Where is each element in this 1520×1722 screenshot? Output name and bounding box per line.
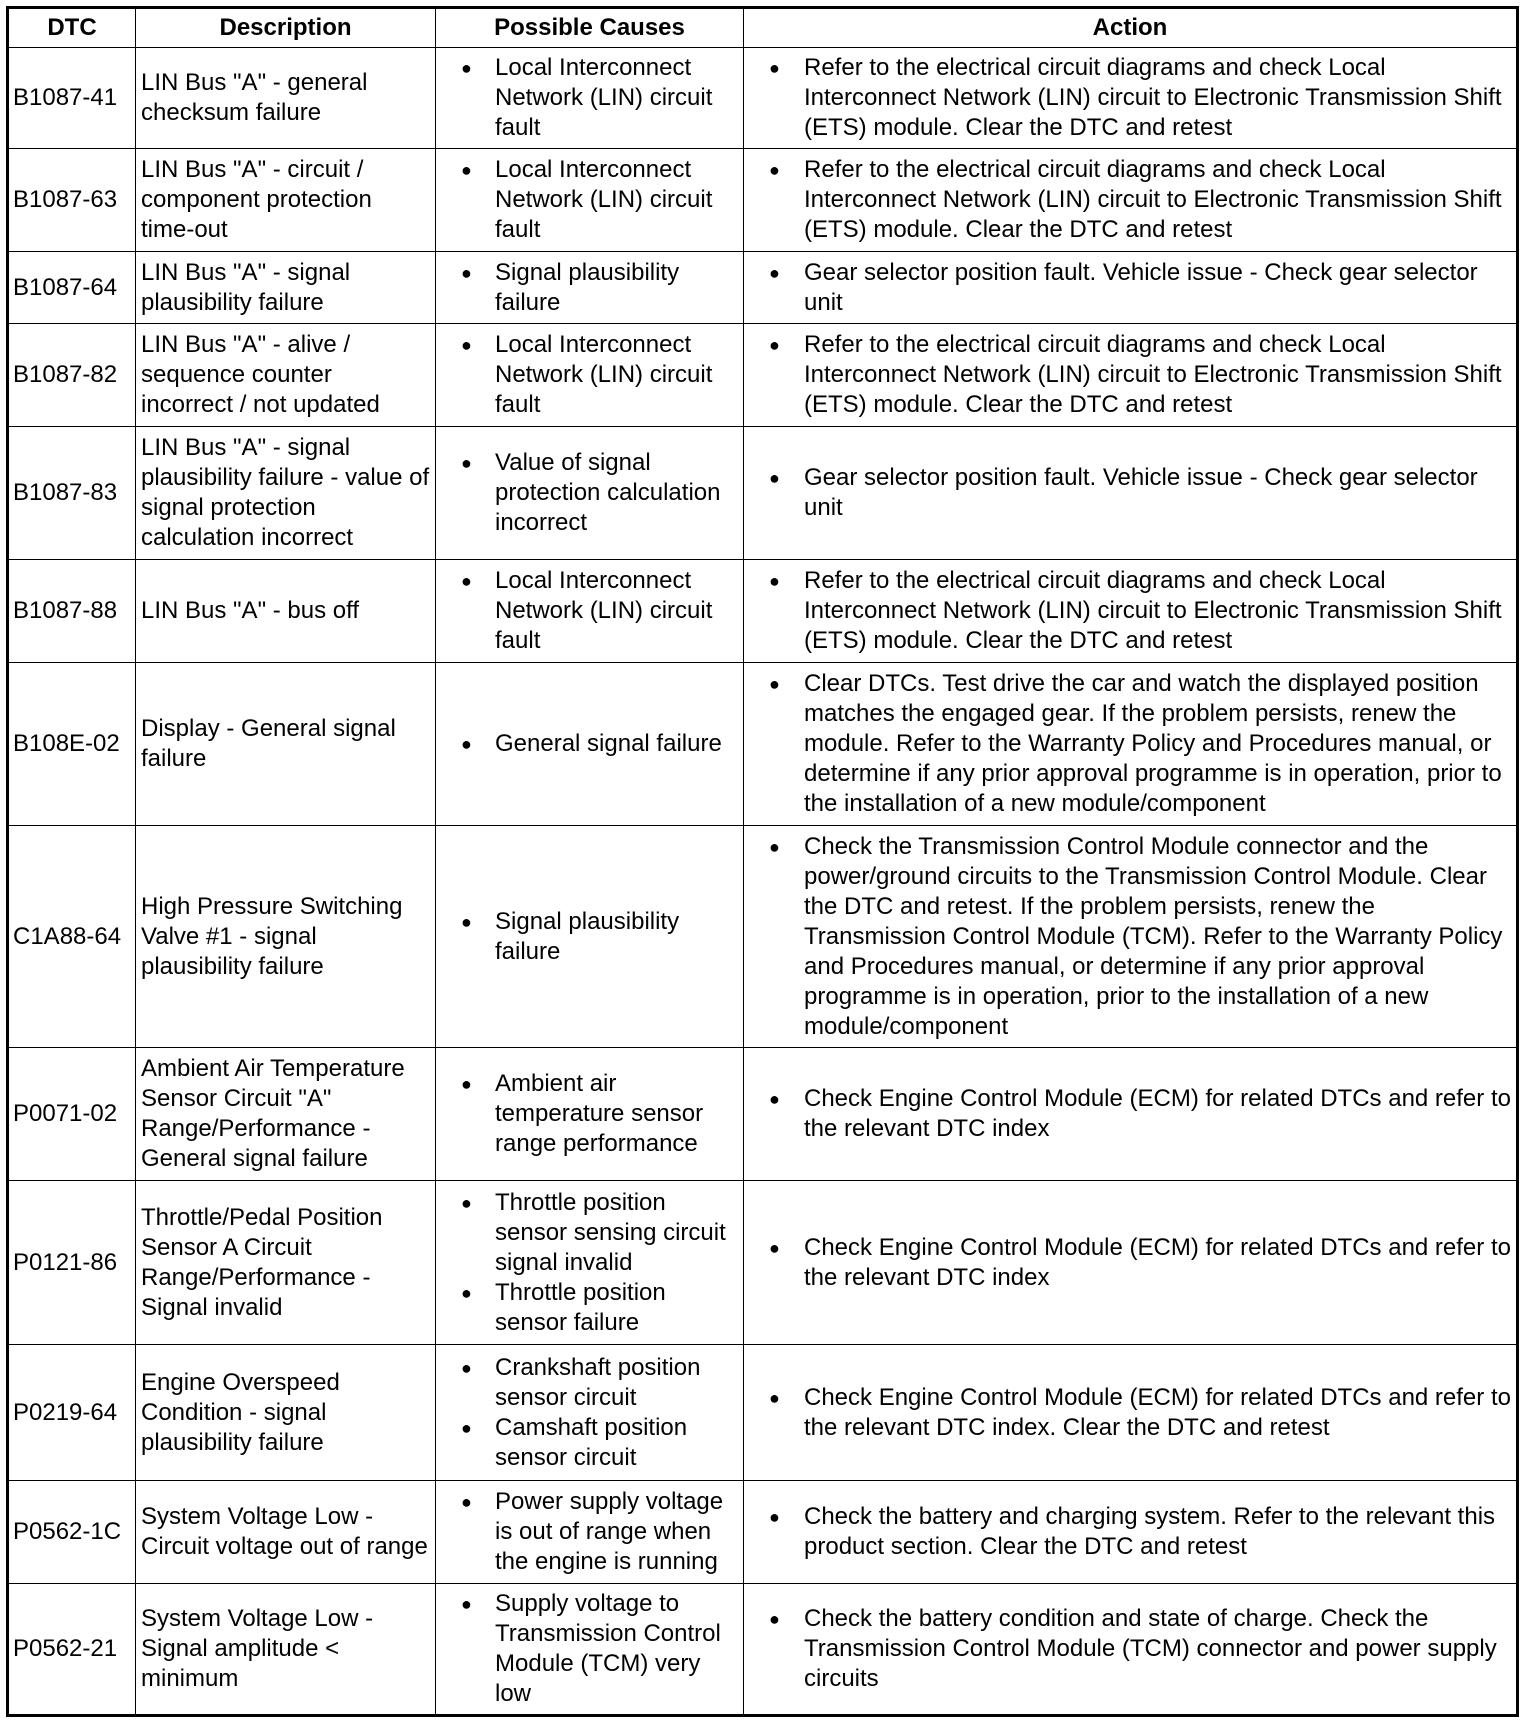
causes-cell bbox=[436, 1181, 744, 1345]
causes-cell bbox=[436, 252, 744, 324]
table-row bbox=[8, 663, 1518, 826]
description-cell: LIN Bus "A" - circuit / component protection time-out bbox=[136, 149, 436, 252]
dtc-code: P0219-64 bbox=[8, 1345, 136, 1481]
dtc-code: P0121-86 bbox=[8, 1181, 136, 1345]
action-cell bbox=[744, 560, 1518, 663]
table-row bbox=[8, 826, 1518, 1048]
description-cell: High Pressure Switching Valve #1 - signal plausibility failure bbox=[136, 826, 436, 1048]
causes-cell bbox=[436, 560, 744, 663]
causes-cell bbox=[436, 663, 744, 826]
action-item: ● Refer to the electrical circuit diagrams and check Local Interconnect Network (LIN) circuit to Electronic Transmission Shift (ETS) module. Clear the DTC and retest bbox=[749, 155, 1511, 245]
action-cell bbox=[744, 1584, 1518, 1716]
cause-item: ● Value of signal protection calculation incorrect bbox=[441, 448, 738, 538]
table-row bbox=[8, 560, 1518, 663]
table-row bbox=[8, 324, 1518, 427]
description-cell: System Voltage Low - Circuit voltage out of range bbox=[136, 1481, 436, 1584]
cause-item: ● Throttle position sensor failure bbox=[441, 1278, 738, 1338]
dtc-code: B1087-88 bbox=[8, 560, 136, 663]
dtc-code: B108E-02 bbox=[8, 663, 136, 826]
dtc-code: B1087-63 bbox=[8, 149, 136, 252]
action-cell bbox=[744, 149, 1518, 252]
cause-item: ● Local Interconnect Network (LIN) circuit fault bbox=[441, 155, 738, 245]
description-cell: LIN Bus "A" - bus off bbox=[136, 560, 436, 663]
dtc-code: B1087-41 bbox=[8, 48, 136, 149]
action-cell bbox=[744, 252, 1518, 324]
description-cell: LIN Bus "A" - signal plausibility failure bbox=[136, 252, 436, 324]
action-cell bbox=[744, 1481, 1518, 1584]
action-cell bbox=[744, 663, 1518, 826]
dtc-code: P0562-21 bbox=[8, 1584, 136, 1716]
causes-cell bbox=[436, 48, 744, 149]
causes-cell bbox=[436, 1584, 744, 1716]
cause-item: ● Throttle position sensor sensing circuit signal invalid bbox=[441, 1188, 738, 1278]
description-cell: Engine Overspeed Condition - signal plausibility failure bbox=[136, 1345, 436, 1481]
description-cell: System Voltage Low - Signal amplitude < minimum bbox=[136, 1584, 436, 1716]
causes-cell bbox=[436, 324, 744, 427]
dtc-code: B1087-64 bbox=[8, 252, 136, 324]
header-action: Action bbox=[744, 8, 1518, 48]
action-item: ● Clear DTCs. Test drive the car and watch the displayed position matches the engaged gear. If the problem persists, renew the module. Refer to the Warranty Policy and Procedures manual, or determine if any prior approval programme is in operation, prior to the installation of a new module/component bbox=[749, 669, 1511, 819]
action-cell bbox=[744, 1181, 1518, 1345]
cause-item: ● Supply voltage to Transmission Control Module (TCM) very low bbox=[441, 1589, 738, 1709]
action-item: ● Check the battery condition and state of charge. Check the Transmission Control Module (TCM) connector and power supply circuits bbox=[749, 1604, 1511, 1694]
cause-item: ● Crankshaft position sensor circuit bbox=[441, 1353, 738, 1413]
cause-item: ● Ambient air temperature sensor range performance bbox=[441, 1069, 738, 1159]
cause-item: ● Power supply voltage is out of range when the engine is running bbox=[441, 1487, 738, 1577]
table-row bbox=[8, 149, 1518, 252]
causes-cell bbox=[436, 1048, 744, 1181]
action-item: ● Refer to the electrical circuit diagrams and check Local Interconnect Network (LIN) circuit to Electronic Transmission Shift (ETS) module. Clear the DTC and retest bbox=[749, 566, 1511, 656]
table-row bbox=[8, 1584, 1518, 1716]
dtc-code: B1087-83 bbox=[8, 427, 136, 560]
description-cell: LIN Bus "A" - signal plausibility failure - value of signal protection calculation incorrect bbox=[136, 427, 436, 560]
action-cell bbox=[744, 427, 1518, 560]
action-cell bbox=[744, 324, 1518, 427]
causes-cell bbox=[436, 826, 744, 1048]
description-cell: Throttle/Pedal Position Sensor A Circuit Range/Performance - Signal invalid bbox=[136, 1181, 436, 1345]
causes-cell bbox=[436, 1481, 744, 1584]
table-row bbox=[8, 1345, 1518, 1481]
dtc-table bbox=[6, 6, 1519, 1717]
header-description: Description bbox=[136, 8, 436, 48]
table-row bbox=[8, 252, 1518, 324]
cause-item: ● Signal plausibility failure bbox=[441, 907, 738, 967]
header-possible-causes: Possible Causes bbox=[436, 8, 744, 48]
header-dtc: DTC bbox=[8, 8, 136, 48]
header-row bbox=[8, 8, 1518, 48]
description-cell: LIN Bus "A" - general checksum failure bbox=[136, 48, 436, 149]
action-item: ● Gear selector position fault. Vehicle issue - Check gear selector unit bbox=[749, 258, 1511, 318]
cause-item: ● Local Interconnect Network (LIN) circuit fault bbox=[441, 566, 738, 656]
action-cell bbox=[744, 1048, 1518, 1181]
dtc-code: P0562-1C bbox=[8, 1481, 136, 1584]
description-cell: Ambient Air Temperature Sensor Circuit "A" Range/Performance - General signal failure bbox=[136, 1048, 436, 1181]
dtc-table-container bbox=[6, 6, 1516, 1717]
cause-item: ● Camshaft position sensor circuit bbox=[441, 1413, 738, 1473]
description-cell: Display - General signal failure bbox=[136, 663, 436, 826]
action-cell bbox=[744, 48, 1518, 149]
table-row bbox=[8, 1481, 1518, 1584]
dtc-code: P0071-02 bbox=[8, 1048, 136, 1181]
cause-item: ● Local Interconnect Network (LIN) circuit fault bbox=[441, 330, 738, 420]
action-item: ● Check the battery and charging system. Refer to the relevant this product section. Clear the DTC and retest bbox=[749, 1502, 1511, 1562]
action-cell bbox=[744, 1345, 1518, 1481]
action-item: ● Gear selector position fault. Vehicle issue - Check gear selector unit bbox=[749, 463, 1511, 523]
action-item: ● Check Engine Control Module (ECM) for related DTCs and refer to the relevant DTC index. Clear the DTC and retest bbox=[749, 1383, 1511, 1443]
table-row bbox=[8, 1181, 1518, 1345]
cause-item: ● Local Interconnect Network (LIN) circuit fault bbox=[441, 53, 738, 143]
table-row bbox=[8, 48, 1518, 149]
causes-cell bbox=[436, 149, 744, 252]
description-cell: LIN Bus "A" - alive / sequence counter incorrect / not updated bbox=[136, 324, 436, 427]
table-row bbox=[8, 427, 1518, 560]
cause-item: ● Signal plausibility failure bbox=[441, 258, 738, 318]
dtc-code: C1A88-64 bbox=[8, 826, 136, 1048]
action-item: ● Refer to the electrical circuit diagrams and check Local Interconnect Network (LIN) circuit to Electronic Transmission Shift (ETS) module. Clear the DTC and retest bbox=[749, 53, 1511, 143]
action-item: ● Refer to the electrical circuit diagrams and check Local Interconnect Network (LIN) circuit to Electronic Transmission Shift (ETS) module. Clear the DTC and retest bbox=[749, 330, 1511, 420]
action-item: ● Check Engine Control Module (ECM) for related DTCs and refer to the relevant DTC index bbox=[749, 1084, 1511, 1144]
action-item: ● Check the Transmission Control Module connector and the power/ground circuits to the Transmission Control Module. Clear the DTC and retest. If the problem persists, renew the Transmission Control Module (TCM). Refer to the Warranty Policy and Procedures manual, or determine if any prior approval programme is in operation, prior to the installation of a new module/component bbox=[749, 832, 1511, 1042]
table-row bbox=[8, 1048, 1518, 1181]
causes-cell bbox=[436, 427, 744, 560]
action-cell bbox=[744, 826, 1518, 1048]
causes-cell bbox=[436, 1345, 744, 1481]
dtc-code: B1087-82 bbox=[8, 324, 136, 427]
action-item: ● Check Engine Control Module (ECM) for related DTCs and refer to the relevant DTC index bbox=[749, 1233, 1511, 1293]
cause-item: ● General signal failure bbox=[441, 729, 738, 759]
